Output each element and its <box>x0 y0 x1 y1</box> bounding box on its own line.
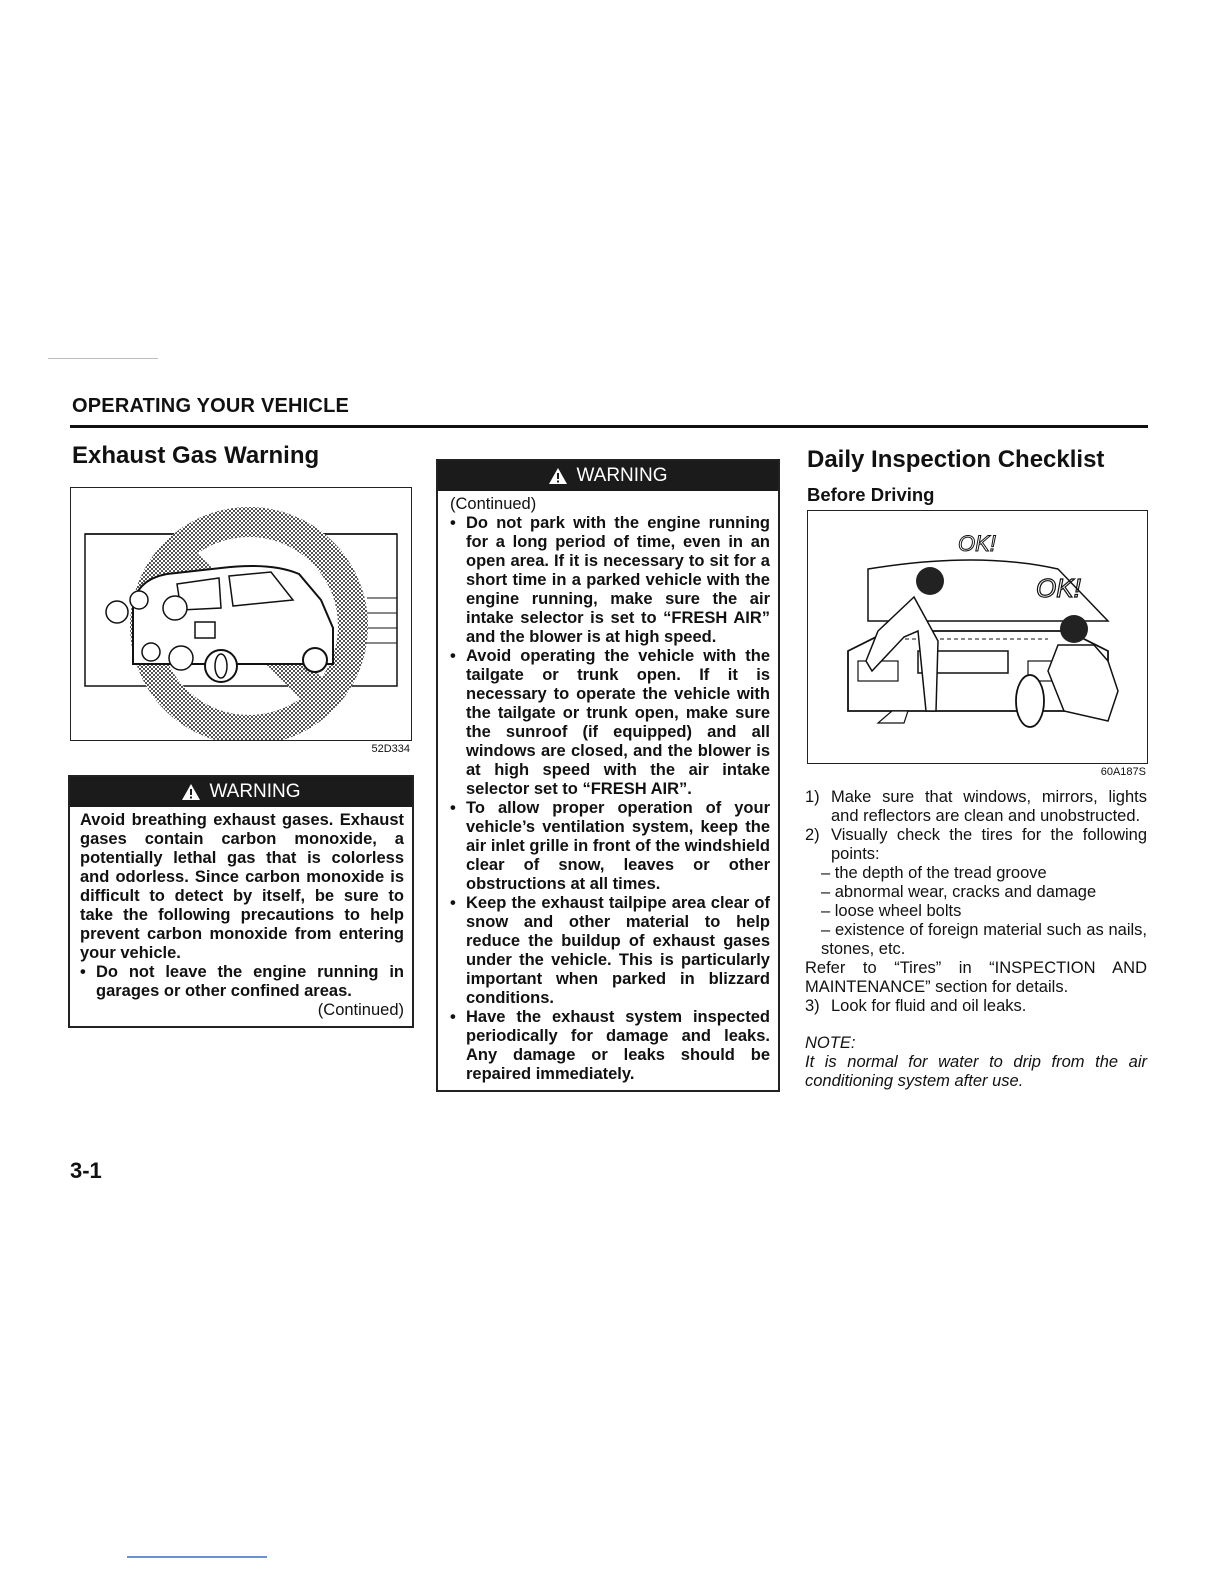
inspection-illustration <box>807 510 1148 764</box>
no-idling-car-icon <box>71 488 411 740</box>
section-header: OPERATING YOUR VEHICLE <box>72 395 350 417</box>
scan-artifact-line <box>48 358 158 359</box>
warning-bullet: • To allow proper operation of your vehicle’s ventilation system, keep the air inlet grille in front of the windshield clear of snow, leaves or other obstructions at all times. <box>450 799 770 894</box>
sub-item: – abnormal wear, cracks and damage <box>821 883 1097 901</box>
page-number: 3-1 <box>70 1158 102 1183</box>
mechanics-inspecting-car-icon <box>808 511 1147 763</box>
ok-speech-text: OK! <box>1036 573 1081 603</box>
warning-bullet: • Avoid operating the vehicle with the tailgate or trunk open. If it is necessary to operate the vehicle with the tailgate or trunk open, make sure the sunroof (if equipped) and all windows are closed, and the blower is at high speed with the air intake selector set to “FRESH AIR”. <box>450 647 770 799</box>
scan-artifact-line <box>127 1556 267 1558</box>
inspection-list <box>805 788 1147 1091</box>
sub-item: – existence of foreign material such as nails, stones, etc. <box>821 921 1147 958</box>
figure-code: 60A187S <box>1100 766 1146 778</box>
warning-body <box>70 807 412 1026</box>
note-text: It is normal for water to drip from the air conditioning system after use. <box>805 1053 1147 1090</box>
refer-text: Refer to “Tires” in “INSPECTION AND MAINTENANCE” section for details. <box>805 959 1147 996</box>
continued-note: (Continued) <box>450 495 537 513</box>
exhaust-gas-title: Exhaust Gas Warning <box>72 442 320 469</box>
warning-label: WARNING <box>576 465 668 486</box>
warning-bullet: • Keep the exhaust tailpipe area clear of snow and other material to help reduce the buildup of exhaust gases under the vehicle. This is particularly important when parked in blizzard conditions. <box>450 894 770 1008</box>
ok-speech-text: OK! <box>958 531 996 556</box>
warning-box-left <box>68 775 414 1028</box>
daily-inspection-title: Daily Inspection Checklist <box>807 446 1105 473</box>
warning-box-middle <box>436 459 780 1092</box>
list-item: 3) Look for fluid and oil leaks. <box>805 997 1027 1015</box>
sub-item: – loose wheel bolts <box>821 902 962 920</box>
exhaust-illustration <box>70 487 412 741</box>
warning-triangle-icon <box>548 467 568 485</box>
warning-body <box>438 491 778 1090</box>
warning-triangle-icon <box>181 783 201 801</box>
warning-paragraph: Avoid breathing exhaust gases. Exhaust gases contain carbon monoxide, a potentially lethal gas that is colorless and odorless. Since carbon monoxide is difficult to detect by itself, be sure to take the following precautions to help prevent carbon monoxide from entering your vehicle. <box>80 811 404 962</box>
warning-header <box>438 461 778 491</box>
warning-label: WARNING <box>209 781 301 802</box>
right-column <box>807 446 1147 506</box>
warning-bullet: • Do not park with the engine running for a long period of time, even in an open area. If it is necessary to sit for a short time in a parked vehicle with the engine running, make sure the air intake selector is set to “FRESH AIR” and the blower is at high speed. <box>450 514 770 647</box>
warning-bullet: • Have the exhaust system inspected periodically for damage and leaks. Any damage or leaks should be repaired immediately. <box>450 1008 770 1084</box>
figure-code: 52D334 <box>371 743 410 755</box>
before-driving-subtitle: Before Driving <box>807 484 935 505</box>
left-column <box>72 442 412 470</box>
note-label: NOTE: <box>805 1034 856 1052</box>
warning-header <box>70 777 412 807</box>
continued-note: (Continued) <box>317 1001 404 1019</box>
list-item: 1) Make sure that windows, mirrors, lights and reflectors are clean and unobstructed. <box>805 788 1147 825</box>
list-item: 2) Visually check the tires for the following points: <box>805 826 1147 863</box>
sub-item: – the depth of the tread groove <box>821 864 1047 882</box>
warning-bullet: • Do not leave the engine running in garages or other confined areas. <box>80 963 404 1001</box>
header-rule <box>70 425 1148 428</box>
